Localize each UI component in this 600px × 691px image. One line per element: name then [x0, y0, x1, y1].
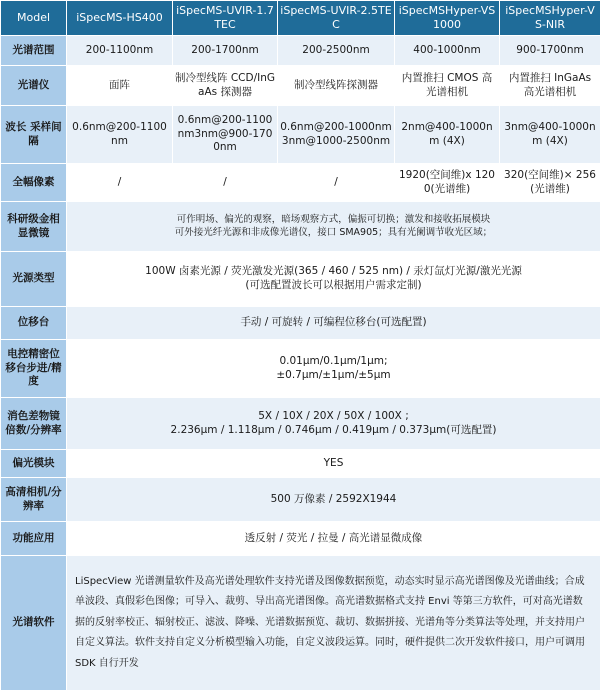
- cell-value: 内置推扫 InGaAs 高光谱相机: [500, 66, 600, 106]
- merged-value: [67, 202, 600, 252]
- value-line: 5X / 10X / 20X / 50X / 100X ;: [69, 410, 598, 424]
- row-label: 波长 采样间隔: [1, 106, 67, 164]
- row-label: 科研级金相显微镜: [1, 202, 67, 252]
- row-label: 光谱软件: [1, 556, 67, 691]
- cell-value: 制冷型线阵 CCD/InGaAs 探测器: [173, 66, 278, 106]
- row-function: [1, 522, 600, 556]
- cell-value: 200-1700nm: [173, 36, 278, 66]
- header-uvir-17tec: iSpecMS-UVIR-1.7TEC: [173, 1, 278, 36]
- row-spectral-range: [1, 36, 600, 66]
- merged-value: [67, 450, 600, 478]
- row-microscope: [1, 202, 600, 252]
- cell-value: 400-1000nm: [395, 36, 500, 66]
- row-spectrometer: [1, 66, 600, 106]
- row-objective: [1, 398, 600, 450]
- row-software: [1, 556, 600, 691]
- row-label: 功能应用: [1, 522, 67, 556]
- header-vs-nir: iSpecMSHyper-VS-NIR: [500, 1, 600, 36]
- cell-value: 900-1700nm: [500, 36, 600, 66]
- cell-value: /: [67, 164, 173, 202]
- cell-value: 1920(空间维)x 1200(光谱维): [395, 164, 500, 202]
- value-line: 0.01μm/0.1μm/1μm;: [69, 355, 598, 369]
- row-label: 电控精密位移台步进/精度: [1, 340, 67, 398]
- value-line: 2.236μm / 1.118μm / 0.746μm / 0.419μm / 0.373μm(可选配置): [69, 424, 598, 438]
- cell-value: 3nm@400-1000nm (4X): [500, 106, 600, 164]
- cell-value: 0.6nm@200-1100nm: [67, 106, 173, 164]
- cell-value: 内置推扫 CMOS 高光谱相机: [395, 66, 500, 106]
- value-line: 透反射 / 荧光 / 拉曼 / 高光谱显微成像: [69, 532, 598, 546]
- value-line: (可选配置波长可以根据用户需求定制): [69, 279, 598, 293]
- cell-value: 2nm@400-1000nm (4X): [395, 106, 500, 164]
- merged-value: [67, 307, 600, 340]
- cell-value: 320(空间维)× 256(光谱维): [500, 164, 600, 202]
- row-step-precision: [1, 340, 600, 398]
- row-label: 全幅像素: [1, 164, 67, 202]
- value-line: 100W 卤素光源 / 荧光激发光源(365 / 460 / 525 nm) / 汞灯氙灯光源/激光光源: [69, 265, 598, 279]
- header-row: [1, 1, 600, 36]
- value-line: 手动 / 可旋转 / 可编程位移台(可选配置): [69, 316, 598, 330]
- merged-value: [67, 478, 600, 522]
- cell-value: /: [278, 164, 395, 202]
- merged-value: [67, 340, 600, 398]
- row-label: 光谱仪: [1, 66, 67, 106]
- value-line: YES: [69, 457, 598, 471]
- row-label: 高清相机/分辨率: [1, 478, 67, 522]
- row-label: 偏光模块: [1, 450, 67, 478]
- merged-value: [67, 398, 600, 450]
- cell-value: 0.6nm@200-1100nm3nm@900-1700nm: [173, 106, 278, 164]
- row-sampling-interval: [1, 106, 600, 164]
- row-stage: [1, 307, 600, 340]
- cell-value: 面阵: [67, 66, 173, 106]
- value-line: ±0.7μm/±1μm/±5μm: [69, 369, 598, 383]
- cell-value: 0.6nm@200-1000nm 3nm@1000-2500nm: [278, 106, 395, 164]
- value-line: 500 万像素 / 2592X1944: [69, 493, 598, 507]
- value-line: 可外接光纤光源和非成像光谱仪，接口 SMA905；具有光阑调节收光区域；: [69, 227, 598, 239]
- row-label: 消色差物镜倍数/分辨率: [1, 398, 67, 450]
- row-full-pixels: [1, 164, 600, 202]
- header-model: Model: [1, 1, 67, 36]
- cell-value: 制冷型线阵探测器: [278, 66, 395, 106]
- header-uvir-25tec: iSpecMS-UVIR-2.5TEC: [278, 1, 395, 36]
- cell-value: 200-2500nm: [278, 36, 395, 66]
- value-line: 可作明场、偏光的观察，暗场观察方式，偏振可切换；激发和接收拓展模块: [69, 214, 598, 226]
- merged-value: [67, 522, 600, 556]
- cell-value: 200-1100nm: [67, 36, 173, 66]
- row-label: 光谱范围: [1, 36, 67, 66]
- header-hs400: iSpecMS-HS400: [67, 1, 173, 36]
- row-polarizer: [1, 450, 600, 478]
- merged-value: [67, 252, 600, 307]
- row-label: 位移台: [1, 307, 67, 340]
- row-label: 光源类型: [1, 252, 67, 307]
- header-vs1000: iSpecMSHyper-VS1000: [395, 1, 500, 36]
- row-light-source: [1, 252, 600, 307]
- software-description: LiSpecView 光谱测量软件及高光谱处理软件支持光谱及图像数据预览，动态实时显示高光谱图像及光谱曲线；合成单波段、真假彩色图像；可导入、裁剪、导出高光谱图像。高光谱数据格式支持 Envi 等第三方软件，可对高光谱数据的反射率校正、辐射校正、滤波、降噪、光谱数据预览、裁切、数据拼接、光谱角等分类算法等处理，并支持用户自定义算法。软件支持自定义分析模型输入功能，自定义波段运算。同时，硬件提供二次开发软件接口，用户可调用 SDK 自行开发: [67, 556, 600, 691]
- row-camera: [1, 478, 600, 522]
- cell-value: /: [173, 164, 278, 202]
